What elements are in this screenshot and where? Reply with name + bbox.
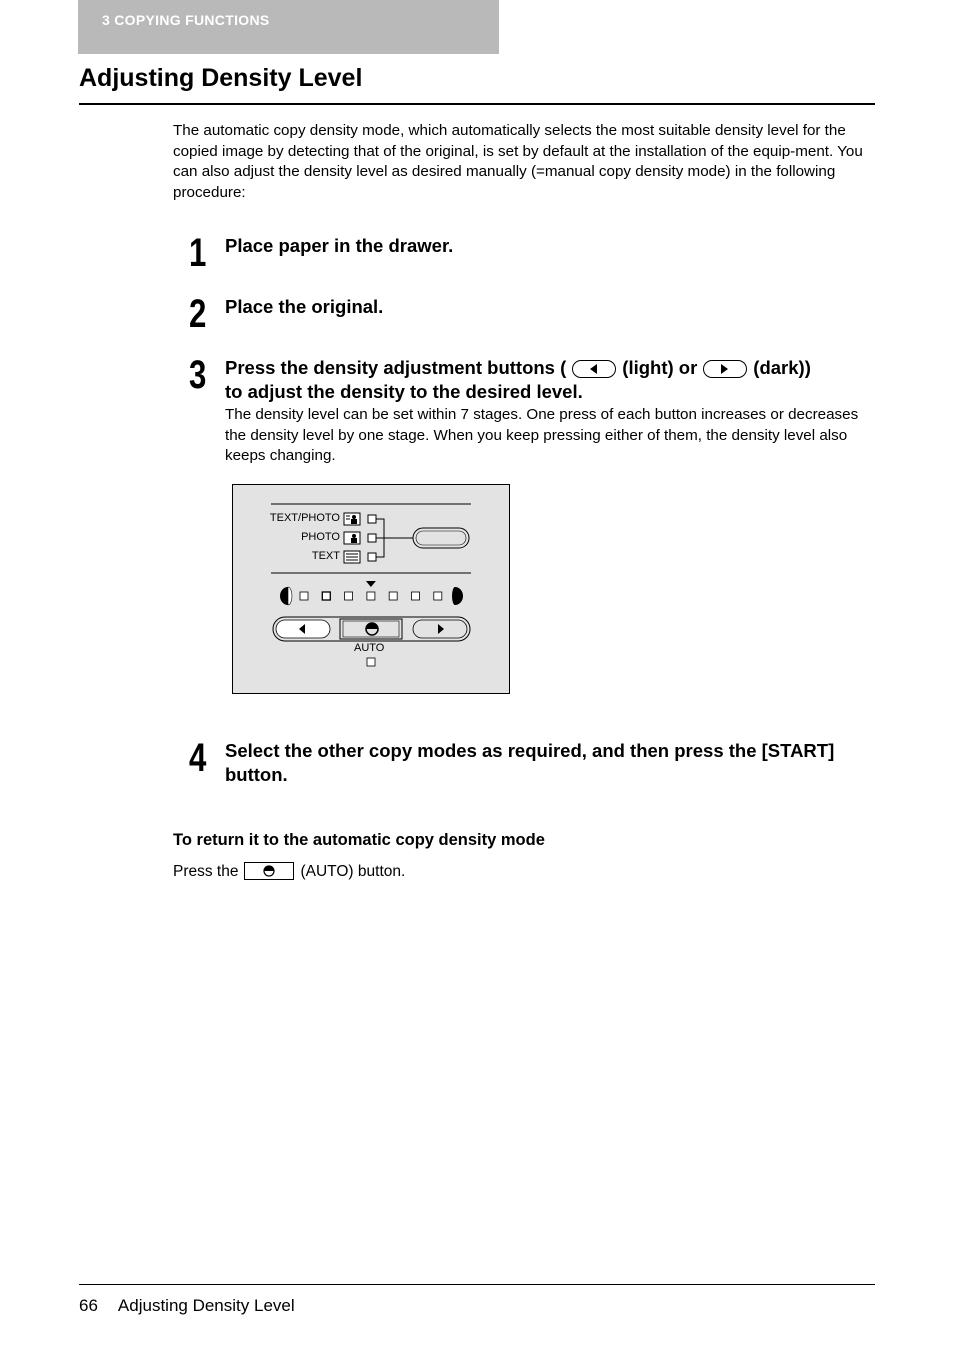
title-rule <box>79 103 875 105</box>
density-lamp <box>345 592 353 600</box>
step-4-text: Select the other copy modes as required, and then press the [START] button. <box>225 740 835 785</box>
return-text-b: (AUTO) button. <box>300 863 406 881</box>
light-density-icon <box>280 587 292 605</box>
density-level-lamps <box>300 592 442 600</box>
step-3-text-a: Press the density adjustment buttons ( <box>225 357 567 378</box>
page-number: 66 <box>79 1296 98 1315</box>
step-4-number: 4 <box>189 736 207 780</box>
auto-button-icon <box>244 862 294 880</box>
chapter-label: 3 COPYING FUNCTIONS <box>102 12 270 28</box>
mode-label-text-photo: TEXT/PHOTO <box>269 512 340 524</box>
density-lamp <box>367 592 375 600</box>
density-lamp <box>412 592 420 600</box>
mode-label-text: TEXT <box>311 550 340 562</box>
step-1-text: Place paper in the drawer. <box>225 235 454 256</box>
dark-button-icon <box>703 360 747 378</box>
step-2-number: 2 <box>189 292 207 336</box>
auto-label: AUTO <box>354 642 385 654</box>
step-2-text: Place the original. <box>225 296 384 317</box>
step-3-text-b: (light) or <box>622 357 698 378</box>
step-3-number: 3 <box>189 353 207 397</box>
return-text-a: Press the <box>173 863 239 881</box>
return-instruction <box>173 863 405 881</box>
step-3-text-d: to adjust the density to the desired level. <box>225 381 583 402</box>
density-lamp <box>389 592 397 600</box>
step-3-text <box>225 356 885 404</box>
light-button-icon <box>572 360 616 378</box>
text-photo-mode-icon <box>344 513 360 525</box>
step-3-text-c: (dark)) <box>753 357 811 378</box>
density-lamp <box>322 592 330 600</box>
step-1-number: 1 <box>189 231 207 275</box>
density-lamp <box>300 592 308 600</box>
footer-section-title: Adjusting Density Level <box>117 1296 295 1315</box>
page-footer <box>79 1296 295 1316</box>
density-lamp <box>434 592 442 600</box>
page-title: Adjusting Density Level <box>79 64 363 92</box>
chapter-tab <box>78 0 499 54</box>
control-panel-illustration <box>232 484 510 694</box>
footer-rule <box>79 1284 875 1285</box>
text-mode-icon <box>344 551 360 563</box>
step-3-description: The density level can be set within 7 stages. One press of each button increases or decreases the density level by one stage. When you keep pressing either of them, the density level also keeps changing. <box>225 406 859 464</box>
return-subheading: To return it to the automatic copy density mode <box>173 831 545 849</box>
dark-density-icon <box>452 587 463 605</box>
selected-level-marker <box>366 581 376 587</box>
intro-paragraph: The automatic copy density mode, which automatically selects the most suitable density level for the copied image by detecting that of the original, is set by default at the installation of the equip-ment. You can also adjust the density level as desired manually (=manual copy density mode) in the following procedure: <box>173 122 863 201</box>
mode-label-photo: PHOTO <box>301 531 340 543</box>
photo-mode-icon <box>344 532 360 544</box>
